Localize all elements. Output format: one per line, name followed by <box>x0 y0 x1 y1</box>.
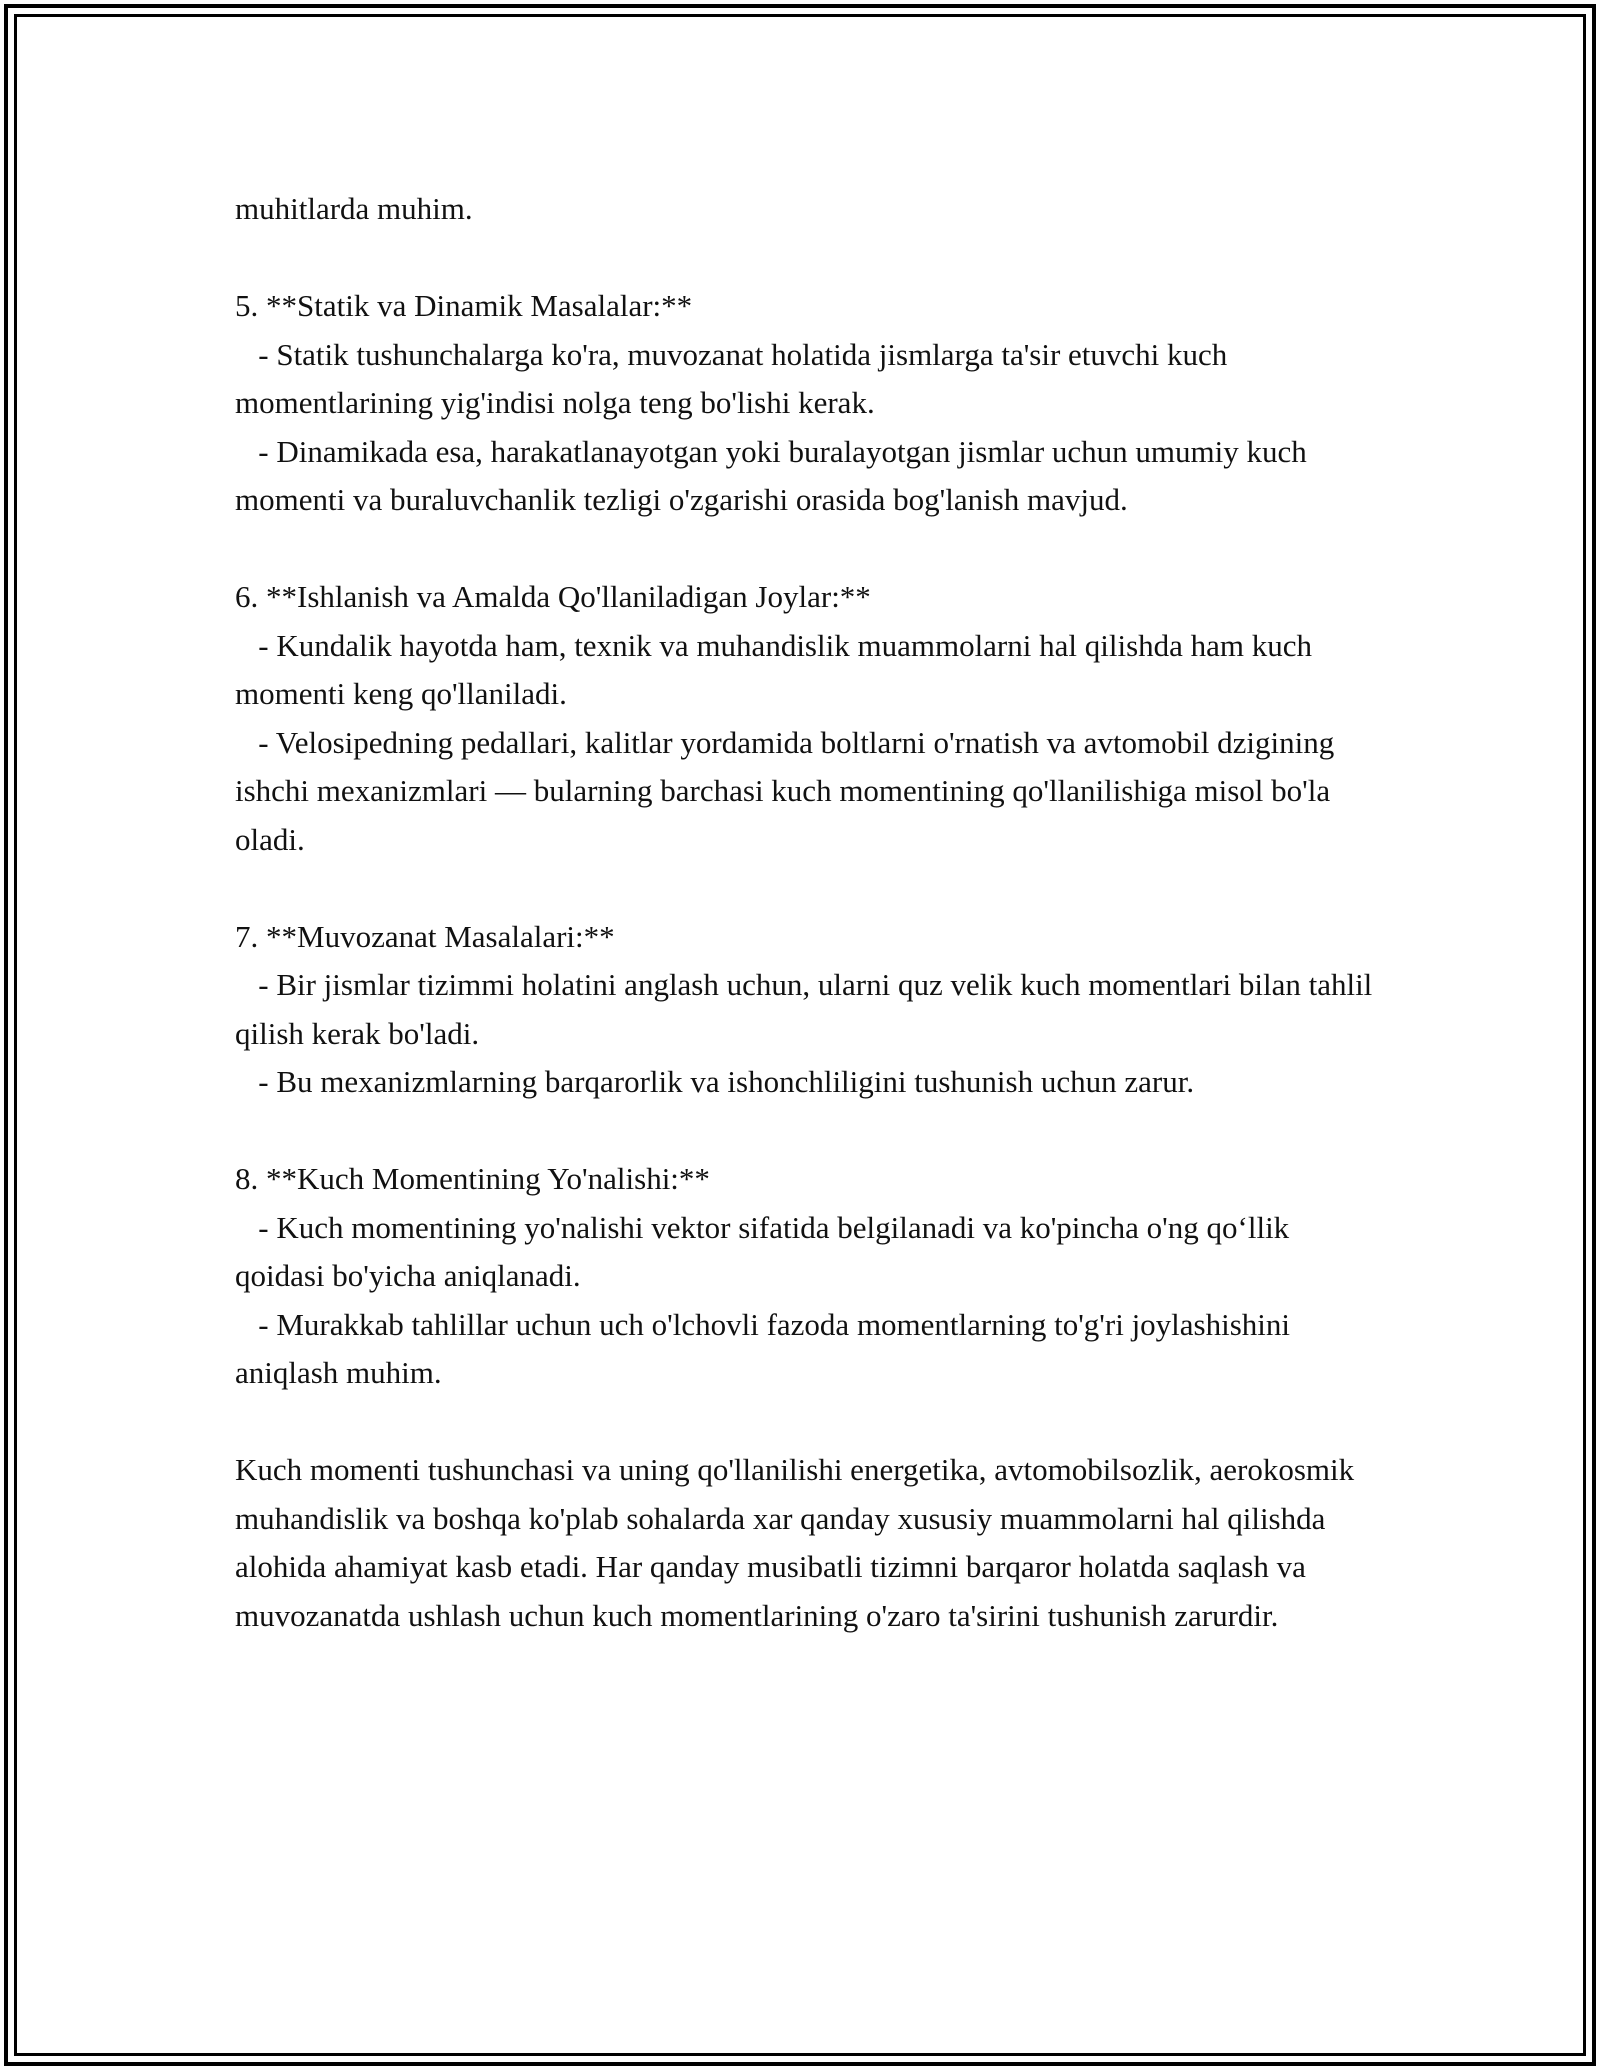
section-7-bullet-1: - Bir jismlar tizimmi holatini anglash uchun, ularni quz velik kuch momentlari bilan tahlil qilish kerak bo'ladi. <box>235 967 1381 1051</box>
paragraph-gap <box>235 1398 1385 1447</box>
section-6-heading: 6. **Ishlanish va Amalda Qo'llaniladigan Joylar:** <box>235 579 871 614</box>
section-7-heading: 7. **Muvozanat Masalalari:** <box>235 918 615 954</box>
section-8-bullet-1: - Kuch momentining yo'nalishi vektor sifatida belgilanadi va ko'pincha o'ng qo‘llik qoidasi bo'yicha aniqlanadi. <box>235 1209 1297 1293</box>
section-7-bullet-2: - Bu mexanizmlarning barqarorlik va ishonchliligini tushunish uchun zarur. <box>235 1064 1195 1099</box>
section-8-bullet-2: - Murakkab tahlillar uchun uch o'lchovli fazoda momentlarning to'g'ri joylashishini aniqlash muhim. <box>235 1306 1298 1390</box>
section-6-bullet-1: - Kundalik hayotda ham, texnik va muhandislik muammolarni hal qilishda ham kuch momenti keng qo'llaniladi. <box>235 627 1320 711</box>
document-body <box>235 185 1385 1640</box>
paragraph-gap <box>235 525 1385 574</box>
section-5-bullet-1: - Statik tushunchalarga ko'ra, muvozanat holatida jismlarga ta'sir etuvchi kuch momentlarining yig'indisi nolga teng bo'lishi kerak. <box>235 336 1236 420</box>
section-8-heading: 8. **Kuch Momentining Yo'nalishi:** <box>235 1161 710 1196</box>
conclusion-paragraph: Kuch momenti tushunchasi va uning qo'llanilishi energetika, avtomobilsozlik, aerokosmik muhandislik va boshqa ko'plab sohalarda xar qanday xususiy muammolarni hal qilishda alohida ahamiyat kasb etadi. Har qanday musibatli tizimni barqaror holatda saqlash va muvozanatda ushlash uchun kuch momentlarining o'zaro ta'sirini tushunish zarurdir. <box>235 1452 1362 1633</box>
section-5-heading: 5. **Statik va Dinamik Masalalar:** <box>235 288 693 323</box>
paragraph-gap <box>235 864 1385 913</box>
paragraph-gap <box>235 1107 1385 1156</box>
intro-tail-paragraph: muhitlarda muhim. <box>235 191 473 226</box>
paragraph-gap <box>235 234 1385 283</box>
section-6-bullet-2: - Velosipedning pedallari, kalitlar yordamida boltlarni o'rnatish va avtomobil dzigining ishchi mexanizmlari — bularning barchasi kuch momentining qo'llanilishiga misol bo'la oladi. <box>235 724 1342 857</box>
section-5-bullet-2: - Dinamikada esa, harakatlanayotgan yoki buralayotgan jismlar uchun umumiy kuch momenti va buraluvchanlik tezligi o'zgarishi orasida bog'lanish mavjud. <box>235 433 1315 517</box>
